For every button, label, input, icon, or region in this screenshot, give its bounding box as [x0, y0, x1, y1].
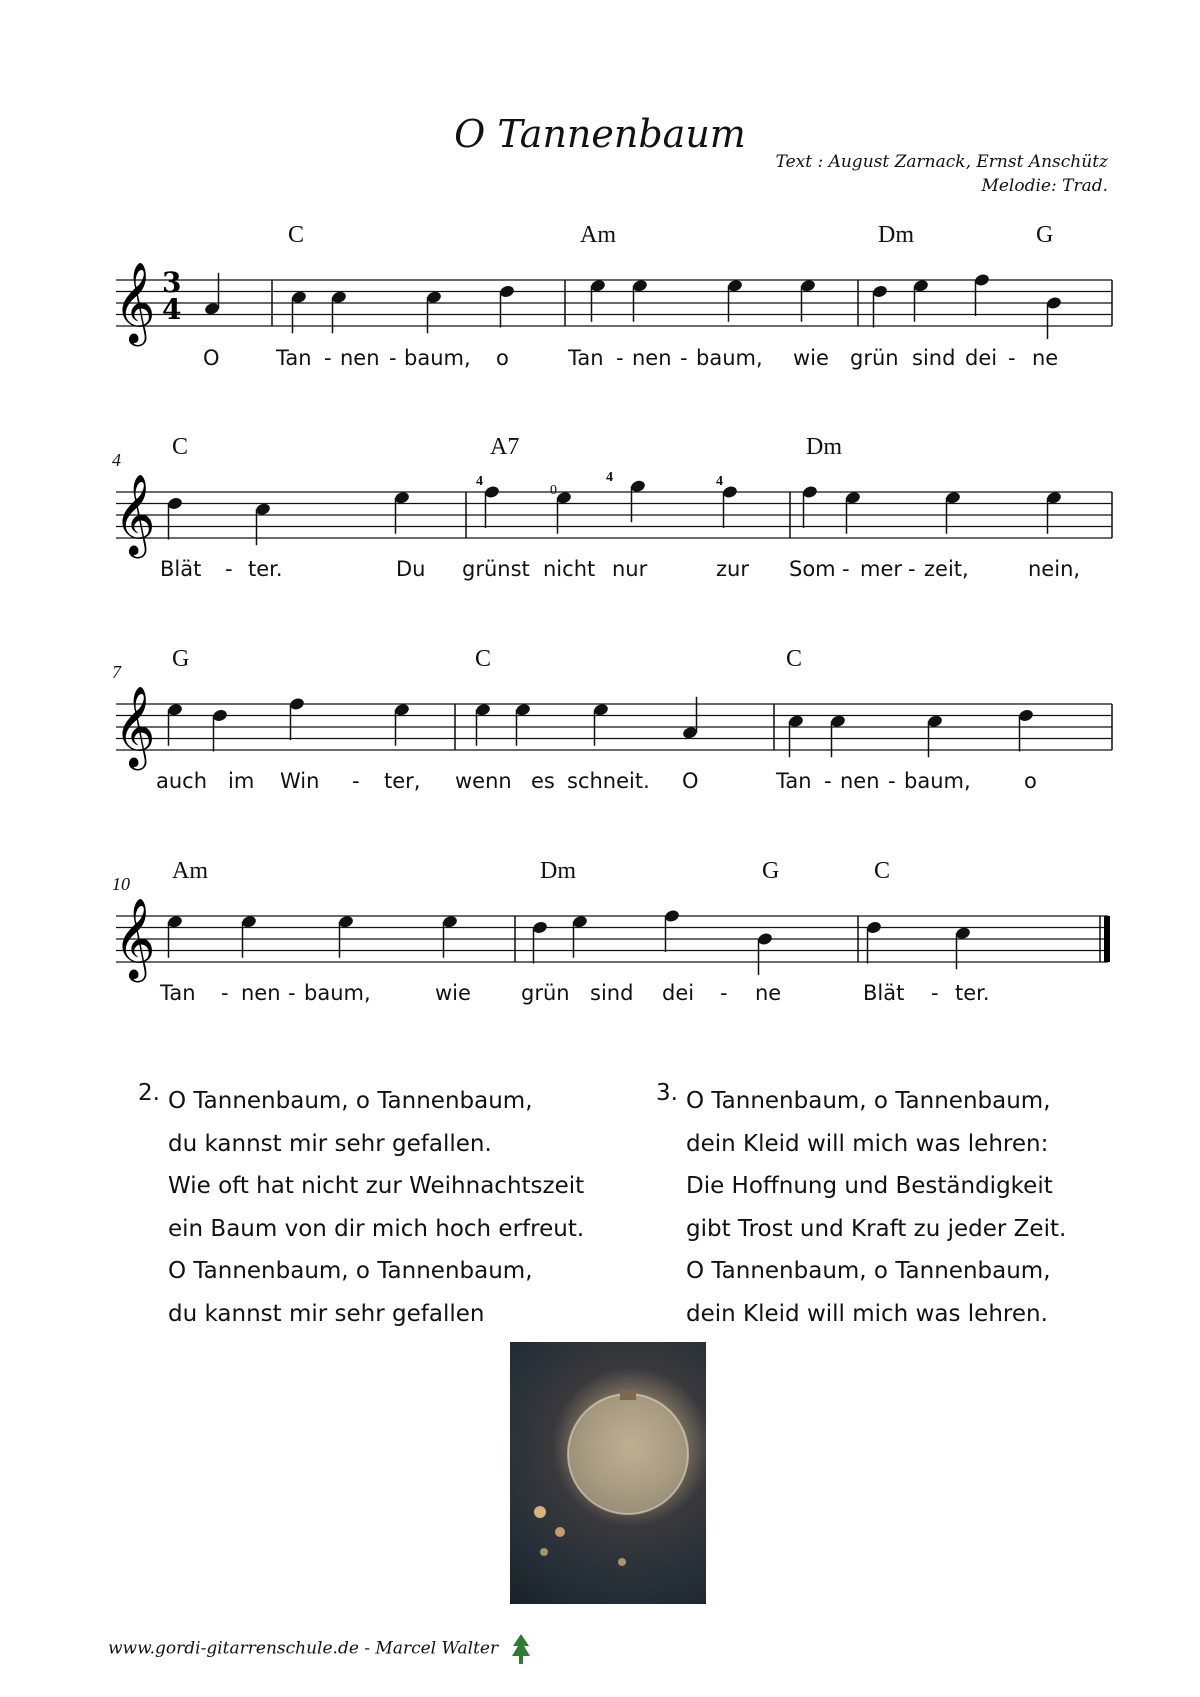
lyric-syllable: ne	[1032, 346, 1059, 370]
verse-2	[138, 1080, 585, 1335]
lyric-syllable: nen	[840, 769, 880, 793]
ornament-icon	[510, 1342, 706, 1604]
lyric-syllable: baum,	[304, 981, 371, 1005]
chord: G	[762, 858, 780, 884]
footer-link[interactable]: www.gordi-gitarrenschule.de - Marcel Walter	[108, 1638, 499, 1659]
chord: C	[288, 222, 305, 248]
chord: C	[786, 646, 803, 672]
notes	[167, 273, 1063, 975]
christmas-ornament-photo	[510, 1342, 706, 1604]
lyric-hyphen: -	[1008, 346, 1016, 370]
lyric-syllable: O	[203, 346, 220, 370]
chord: C	[874, 858, 891, 884]
lyric-syllable: ne	[755, 981, 782, 1005]
lyric-syllable: nen	[241, 981, 281, 1005]
lyric-syllable: Tan	[160, 981, 196, 1005]
lyric-syllable: o	[496, 346, 509, 370]
lyric-syllable: O	[682, 769, 699, 793]
time-signature-bottom: 4	[162, 293, 182, 326]
lyric-hyphen: -	[720, 981, 728, 1005]
lyric-syllable: ter.	[248, 557, 283, 581]
lyric-hyphen: -	[616, 346, 624, 370]
lyric-syllable: dei	[965, 346, 998, 370]
lyric-syllable: Du	[396, 557, 426, 581]
verse-line: O Tannenbaum, o Tannenbaum,	[686, 1258, 1051, 1284]
lyric-syllable: ter.	[955, 981, 990, 1005]
tree-icon	[510, 1632, 532, 1666]
lyric-hyphen: -	[680, 346, 688, 370]
lyric-syllable: auch	[156, 769, 208, 793]
chord: Dm	[540, 858, 576, 884]
chord: C	[172, 434, 189, 460]
lyric-syllable: wie	[435, 981, 471, 1005]
lyric-hyphen: -	[221, 981, 229, 1005]
chord: G	[1036, 222, 1054, 248]
lyric-syllable: Som	[789, 557, 836, 581]
verse-number: 3.	[656, 1080, 678, 1106]
verse-line: du kannst mir sehr gefallen	[168, 1300, 485, 1327]
fingering: 4	[606, 470, 613, 485]
measure-number: 7	[112, 662, 121, 682]
fingering: 4	[716, 474, 723, 489]
lyric-syllable: wenn	[455, 769, 512, 793]
credit-melody: Melodie: Trad.	[981, 176, 1108, 196]
lyric-hyphen: -	[288, 981, 296, 1005]
treble-clef-icon: 𝄞	[114, 261, 156, 343]
chord: C	[475, 646, 492, 672]
lyric-syllable: im	[228, 769, 255, 793]
lyric-syllable: baum,	[904, 769, 971, 793]
lyric-syllable: zeit,	[924, 557, 969, 581]
lyric-syllable: es	[531, 769, 555, 793]
chord: A7	[490, 434, 520, 460]
chord: Dm	[878, 222, 914, 248]
time-signature-top: 3	[162, 266, 182, 299]
lyric-syllable: baum,	[404, 346, 471, 370]
lyric-syllable: nen	[340, 346, 380, 370]
verse-line: Wie oft hat nicht zur Weihnachtszeit	[168, 1173, 585, 1199]
chord: G	[172, 646, 190, 672]
lyric-syllable: Win	[280, 769, 320, 793]
chord: Am	[580, 222, 616, 248]
lyric-syllable: wie	[793, 346, 829, 370]
verse-line: O Tannenbaum, o Tannenbaum,	[168, 1258, 533, 1284]
lyric-hyphen: -	[324, 346, 332, 370]
verse-line: O Tannenbaum, o Tannenbaum,	[168, 1088, 533, 1114]
measure-number: 10	[112, 874, 130, 894]
verse-line: dein Kleid will mich was lehren:	[686, 1130, 1049, 1157]
lyric-syllable: dei	[662, 981, 695, 1005]
lyric-hyphen: -	[908, 557, 916, 581]
chord: Dm	[806, 434, 842, 460]
lyric-syllable: grün	[850, 346, 899, 370]
lyric-hyphen: -	[888, 769, 896, 793]
treble-clef-icon: 𝄞	[114, 685, 156, 767]
verse-line: O Tannenbaum, o Tannenbaum,	[686, 1088, 1051, 1114]
lyric-hyphen: -	[225, 557, 233, 581]
chord: Am	[172, 858, 208, 884]
lyric-hyphen: -	[842, 557, 850, 581]
treble-clef-icon	[114, 261, 155, 982]
lyric-hyphen: -	[931, 981, 939, 1005]
verse-line: du kannst mir sehr gefallen.	[168, 1130, 492, 1157]
lyric-syllable: nein,	[1028, 557, 1081, 581]
verse-3	[656, 1080, 1067, 1335]
lyric-syllable: ter,	[384, 769, 421, 793]
lyric-hyphen: -	[389, 346, 397, 370]
lyric-syllable: mer	[860, 557, 903, 581]
lyric-syllable: grünst	[462, 557, 530, 581]
verse-line: dein Kleid will mich was lehren.	[686, 1300, 1048, 1327]
lyric-hyphen: -	[824, 769, 832, 793]
lyric-syllable: sind	[912, 346, 956, 370]
page-title: O Tannenbaum	[454, 112, 746, 156]
lyric-syllable: nicht	[543, 557, 596, 581]
lyric-syllable: schneit.	[567, 769, 650, 793]
lyric-hyphen: -	[352, 769, 360, 793]
verse-number: 2.	[138, 1080, 160, 1106]
lyric-syllable: grün	[521, 981, 570, 1005]
measure-number: 4	[112, 450, 121, 470]
verse-line: gibt Trost und Kraft zu jeder Zeit.	[686, 1215, 1067, 1242]
lyric-syllable: zur	[716, 557, 749, 581]
lyric-syllable: Blät	[160, 557, 202, 581]
lyric-syllable: Tan	[776, 769, 812, 793]
footer-text	[108, 1632, 532, 1666]
lyric-syllable: nen	[632, 346, 672, 370]
lyric-syllable: Tan	[276, 346, 312, 370]
fingering: 0	[550, 483, 557, 498]
lyric-syllable: o	[1024, 769, 1037, 793]
treble-clef-icon: 𝄞	[114, 897, 156, 979]
verse-line: Die Hoffnung und Beständigkeit	[686, 1173, 1053, 1199]
treble-clef-icon: 𝄞	[114, 473, 156, 555]
lyric-syllable: baum,	[696, 346, 763, 370]
credit-text: Text : August Zarnack, Ernst Anschütz	[775, 152, 1108, 172]
lyric-syllable: sind	[590, 981, 634, 1005]
lyric-syllable: Tan	[568, 346, 604, 370]
lyric-syllable: nur	[612, 557, 648, 581]
lyric-syllable: Blät	[863, 981, 905, 1005]
final-barline	[1104, 916, 1110, 962]
staff-lines	[116, 280, 1112, 962]
fingering: 4	[476, 474, 483, 489]
verse-line: ein Baum von dir mich hoch erfreut.	[168, 1215, 585, 1242]
